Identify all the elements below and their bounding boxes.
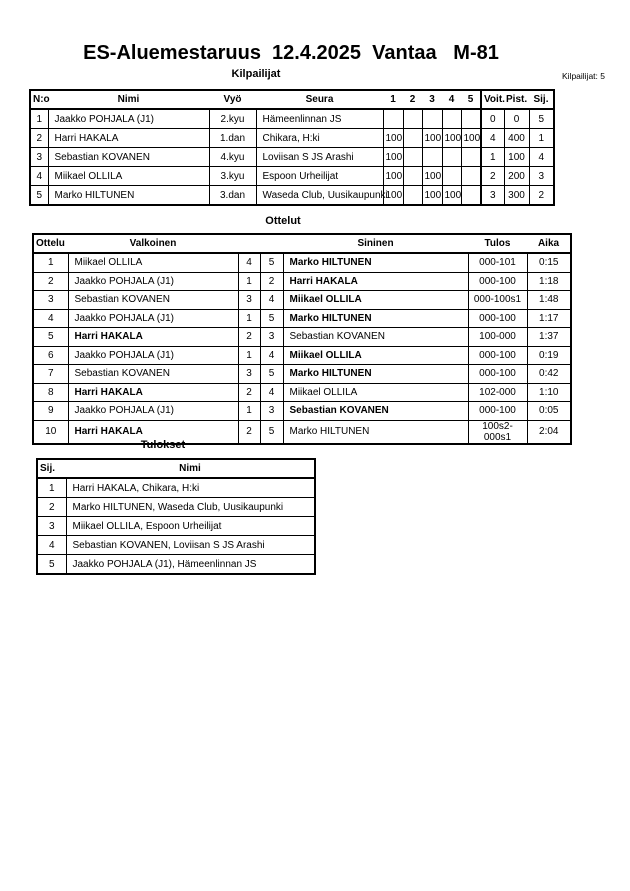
blue-fighter-number-cell: 5 (260, 420, 283, 444)
result-score-cell: 100 (442, 129, 461, 148)
header-sij: Sij. (529, 90, 554, 109)
blue-fighter-cell: Sebastian KOVANEN (283, 402, 468, 421)
blue-fighter-number-cell: 4 (260, 291, 283, 310)
result-score-cell (461, 148, 481, 167)
result-score-cell: 100 (422, 167, 442, 186)
header-sininen: Sininen (283, 234, 468, 253)
result-score-cell: 100 (383, 167, 403, 186)
final-placement-cell: 5 (37, 555, 66, 575)
white-fighter-cell: Harri HAKALA (68, 420, 238, 444)
white-fighter-number-cell: 3 (238, 291, 260, 310)
result-score-cell (442, 109, 461, 129)
competitor-belt-cell: 3.dan (209, 186, 256, 206)
match-row (33, 309, 571, 328)
header-spacer-2 (260, 234, 283, 253)
white-fighter-number-cell: 2 (238, 420, 260, 444)
result-score-cell (461, 167, 481, 186)
wins-cell: 3 (481, 186, 504, 206)
match-number-cell: 3 (33, 291, 68, 310)
header-valkoinen: Valkoinen (68, 234, 238, 253)
competitor-name-cell: Jaakko POHJALA (J1) (48, 109, 209, 129)
final-name-cell: Marko HILTUNEN, Waseda Club, Uusikaupunki (66, 498, 315, 517)
competitor-club-cell-text: Espoon Urheilijat (262, 170, 339, 182)
final-name-cell: Miikael OLLILA, Espoon Urheilijat (66, 517, 315, 536)
points-cell: 0 (504, 109, 529, 129)
match-score-cell: 000-101 (468, 253, 527, 272)
result-score-cell (403, 148, 422, 167)
points-cell: 200 (504, 167, 529, 186)
points-cell: 100 (504, 148, 529, 167)
result-score-cell (403, 167, 422, 186)
competitor-belt-cell: 1.dan (209, 129, 256, 148)
final-placement-cell: 2 (37, 498, 66, 517)
white-fighter-cell: Harri HAKALA (68, 328, 238, 347)
white-fighter-cell: Jaakko POHJALA (J1) (68, 272, 238, 291)
result-score-cell (442, 148, 461, 167)
match-row (33, 291, 571, 310)
white-fighter-number-cell: 1 (238, 272, 260, 291)
result-score-cell (461, 186, 481, 206)
match-score-cell: 000-100s1 (468, 291, 527, 310)
final-name-cell: Harri HAKALA, Chikara, H:ki (66, 478, 315, 498)
competitors-section-label: Kilpailijat (231, 68, 281, 80)
competitor-club-cell (256, 167, 383, 186)
matches-table (32, 233, 572, 445)
competitor-club-cell-text: Loviisan S JS Arashi (262, 151, 354, 163)
match-time-cell: 1:17 (527, 309, 571, 328)
competitor-club-cell-text: Chikara, H:ki (262, 132, 320, 144)
match-number-cell: 7 (33, 365, 68, 384)
white-fighter-number-cell: 4 (238, 253, 260, 272)
competitor-club-cell (256, 129, 383, 148)
competitor-number-cell: 4 (30, 167, 48, 186)
final-result-row (37, 536, 315, 555)
header-col-5: 5 (461, 90, 481, 109)
blue-fighter-cell: Marko HILTUNEN (283, 253, 468, 272)
header-col-2: 2 (403, 90, 422, 109)
competitor-belt-cell: 3.kyu (209, 167, 256, 186)
matches-header-row (33, 234, 571, 253)
competitor-name-cell: Marko HILTUNEN (48, 186, 209, 206)
result-score-cell (442, 167, 461, 186)
competitor-number-cell: 3 (30, 148, 48, 167)
placement-cell: 5 (529, 109, 554, 129)
competitors-count-label: Kilpailijat: 5 (562, 71, 605, 81)
wins-cell: 4 (481, 129, 504, 148)
header-aika: Aika (527, 234, 571, 253)
blue-fighter-cell: Miikael OLLILA (283, 383, 468, 402)
blue-fighter-number-cell: 5 (260, 253, 283, 272)
competitor-name-cell: Miikael OLLILA (48, 167, 209, 186)
result-score-cell (461, 109, 481, 129)
match-row (33, 383, 571, 402)
competitor-name-cell: Harri HAKALA (48, 129, 209, 148)
competitors-table (29, 89, 555, 206)
match-time-cell: 0:19 (527, 346, 571, 365)
final-results-section-label: Tulokset (140, 439, 186, 451)
points-cell: 300 (504, 186, 529, 206)
wins-cell: 2 (481, 167, 504, 186)
match-time-cell: 0:42 (527, 365, 571, 384)
competitor-row (30, 167, 554, 186)
match-time-cell: 0:05 (527, 402, 571, 421)
header-ottelu: Ottelu (33, 234, 68, 253)
header-vyo: Vyö (209, 90, 256, 109)
points-cell: 400 (504, 129, 529, 148)
header-spacer-1 (238, 234, 260, 253)
blue-fighter-cell: Marko HILTUNEN (283, 420, 468, 444)
competitor-row (30, 186, 554, 206)
blue-fighter-cell: Sebastian KOVANEN (283, 328, 468, 347)
placement-cell: 2 (529, 186, 554, 206)
header-col-3: 3 (422, 90, 442, 109)
match-score-cell: 000-100 (468, 309, 527, 328)
header-nimi: Nimi (48, 90, 209, 109)
wins-cell: 1 (481, 148, 504, 167)
match-score-cell: 000-100 (468, 272, 527, 291)
match-time-cell: 2:04 (527, 420, 571, 444)
competitor-club-cell-text: Waseda Club, Uusikaupunki (262, 189, 388, 201)
match-time-cell: 1:37 (527, 328, 571, 347)
competitor-club-cell (256, 186, 388, 206)
blue-fighter-number-cell: 2 (260, 272, 283, 291)
match-time-cell: 1:48 (527, 291, 571, 310)
page-title: ES-Aluemestaruus 12.4.2025 Vantaa M-81 (83, 42, 499, 64)
competitors-header-row (30, 90, 554, 109)
white-fighter-number-cell: 2 (238, 328, 260, 347)
white-fighter-cell: Jaakko POHJALA (J1) (68, 402, 238, 421)
competitor-belt-cell: 4.kyu (209, 148, 256, 167)
match-score-cell: 000-100 (468, 346, 527, 365)
blue-fighter-cell: Marko HILTUNEN (283, 365, 468, 384)
match-row (33, 346, 571, 365)
match-number-cell: 6 (33, 346, 68, 365)
white-fighter-cell: Jaakko POHJALA (J1) (68, 309, 238, 328)
white-fighter-number-cell: 1 (238, 402, 260, 421)
competitor-row (30, 109, 554, 129)
result-score-cell: 100 (383, 129, 403, 148)
matches-section-label: Ottelut (265, 215, 301, 227)
blue-fighter-number-cell: 5 (260, 365, 283, 384)
placement-cell: 3 (529, 167, 554, 186)
white-fighter-number-cell: 1 (238, 346, 260, 365)
final-name-cell: Jaakko POHJALA (J1), Hämeenlinnan JS (66, 555, 315, 575)
white-fighter-cell: Harri HAKALA (68, 383, 238, 402)
match-number-cell: 9 (33, 402, 68, 421)
wins-cell: 0 (481, 109, 504, 129)
white-fighter-number-cell: 1 (238, 309, 260, 328)
match-score-cell: 102-000 (468, 383, 527, 402)
final-result-row (37, 517, 315, 536)
white-fighter-cell: Sebastian KOVANEN (68, 291, 238, 310)
match-time-cell: 0:15 (527, 253, 571, 272)
match-number-cell: 10 (33, 420, 68, 444)
result-score-cell: 100 (383, 148, 403, 167)
final-result-row (37, 555, 315, 575)
result-score-cell: 100 (383, 186, 403, 206)
header-tulos: Tulos (468, 234, 527, 253)
blue-fighter-number-cell: 3 (260, 328, 283, 347)
white-fighter-number-cell: 3 (238, 365, 260, 384)
header-seura: Seura (256, 90, 383, 109)
match-row (33, 402, 571, 421)
competitor-number-cell: 5 (30, 186, 48, 206)
competitor-club-cell-text: Hämeenlinnan JS (262, 113, 342, 125)
competitor-club-cell (256, 109, 383, 129)
blue-fighter-number-cell: 5 (260, 309, 283, 328)
competitor-number-cell: 1 (30, 109, 48, 129)
competitor-number-cell: 2 (30, 129, 48, 148)
final-result-row (37, 498, 315, 517)
blue-fighter-number-cell: 4 (260, 383, 283, 402)
result-score-cell (403, 186, 422, 206)
match-row (33, 253, 571, 272)
result-score-cell (383, 109, 403, 129)
final-results-table (36, 458, 316, 575)
result-score-cell: 100 (422, 129, 442, 148)
result-score-cell (403, 109, 422, 129)
result-score-cell: 100 (442, 186, 461, 206)
blue-fighter-cell: Miikael OLLILA (283, 346, 468, 365)
match-score-cell: 000-100 (468, 402, 527, 421)
final-placement-cell: 4 (37, 536, 66, 555)
match-row (33, 365, 571, 384)
header-voit: Voit. (481, 90, 504, 109)
match-number-cell: 8 (33, 383, 68, 402)
final-placement-cell: 1 (37, 478, 66, 498)
header-col-1: 1 (383, 90, 403, 109)
header-nimi: Nimi (66, 459, 315, 478)
header-col-4: 4 (442, 90, 461, 109)
header-no: N:o (30, 90, 48, 109)
result-score-cell (422, 109, 442, 129)
result-score-cell: 100 (422, 186, 442, 206)
match-score-cell: 100-000 (468, 328, 527, 347)
header-sij: Sij. (37, 459, 66, 478)
competitor-name-cell: Sebastian KOVANEN (48, 148, 209, 167)
blue-fighter-cell: Harri HAKALA (283, 272, 468, 291)
match-number-cell: 2 (33, 272, 68, 291)
placement-cell: 4 (529, 148, 554, 167)
white-fighter-cell: Sebastian KOVANEN (68, 365, 238, 384)
match-score-cell: 000-100 (468, 365, 527, 384)
match-row (33, 272, 571, 291)
final-placement-cell: 3 (37, 517, 66, 536)
final-result-row (37, 478, 315, 498)
white-fighter-number-cell: 2 (238, 383, 260, 402)
blue-fighter-number-cell: 4 (260, 346, 283, 365)
blue-fighter-number-cell: 3 (260, 402, 283, 421)
match-number-cell: 1 (33, 253, 68, 272)
blue-fighter-cell: Marko HILTUNEN (283, 309, 468, 328)
match-number-cell: 4 (33, 309, 68, 328)
result-score-cell (403, 129, 422, 148)
match-row (33, 328, 571, 347)
match-score-cell: 100s2-000s1 (468, 420, 527, 444)
placement-cell: 1 (529, 129, 554, 148)
final-name-cell: Sebastian KOVANEN, Loviisan S JS Arashi (66, 536, 315, 555)
match-time-cell: 1:18 (527, 272, 571, 291)
competitor-row (30, 129, 554, 148)
match-number-cell: 5 (33, 328, 68, 347)
competitor-club-cell (256, 148, 383, 167)
competitor-belt-cell: 2.kyu (209, 109, 256, 129)
result-score-cell: 100 (461, 129, 481, 148)
blue-fighter-cell: Miikael OLLILA (283, 291, 468, 310)
header-pist: Pist. (504, 90, 529, 109)
white-fighter-cell: Miikael OLLILA (68, 253, 238, 272)
white-fighter-cell: Jaakko POHJALA (J1) (68, 346, 238, 365)
result-score-cell (422, 148, 442, 167)
competitor-row (30, 148, 554, 167)
final-results-header-row (37, 459, 315, 478)
match-time-cell: 1:10 (527, 383, 571, 402)
